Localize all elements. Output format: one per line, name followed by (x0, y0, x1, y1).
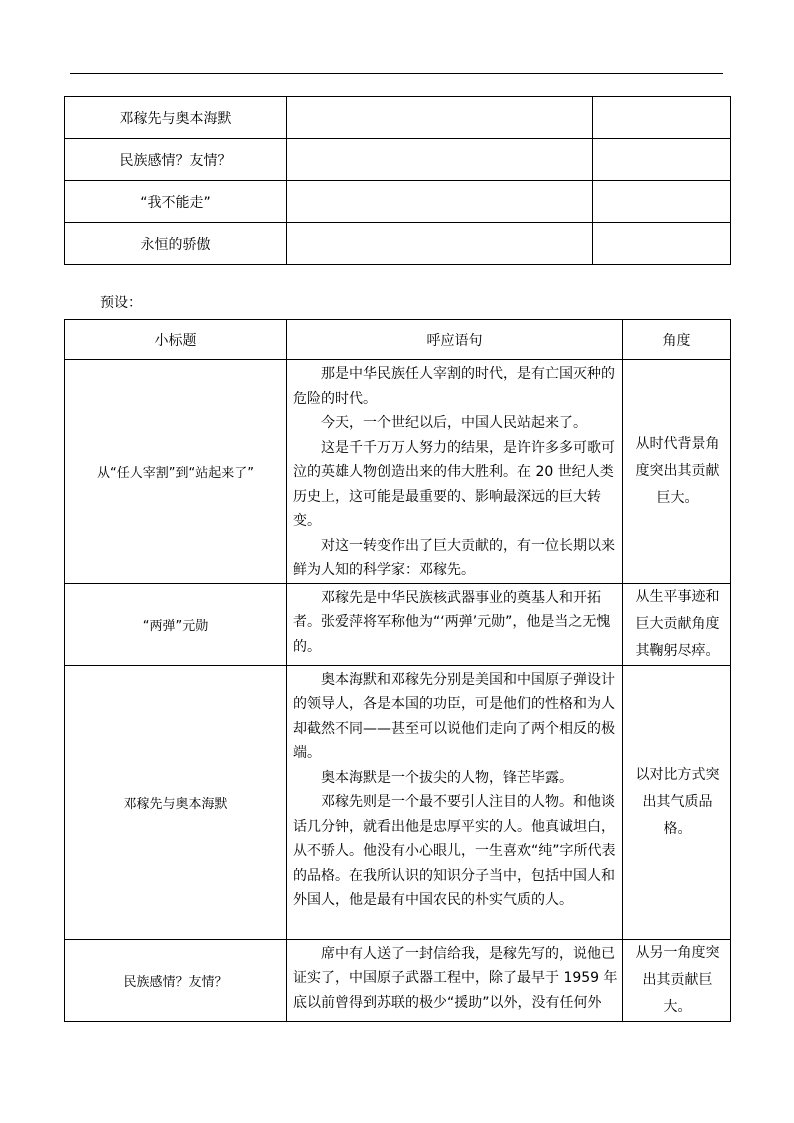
row-title: 民族感情？友情？ (65, 939, 287, 1021)
quote-cell (287, 583, 623, 665)
column-header: 小标题 (65, 320, 287, 360)
table-row (65, 665, 731, 939)
table-row (65, 223, 731, 265)
quote-cell (287, 939, 623, 1021)
column-header: 角度 (623, 320, 731, 360)
outline-blank-cell[interactable] (287, 223, 593, 265)
outline-title: 民族感情？友情？ (65, 139, 287, 181)
outline-table (64, 96, 731, 265)
outline-title: 永恒的骄傲 (65, 223, 287, 265)
outline-blank-cell[interactable] (287, 97, 593, 139)
quote-paragraph: 那是中华民族任人宰割的时代，是有亡国灭种的危险的时代。 (293, 366, 615, 407)
table-row (65, 181, 731, 223)
row-title: 从“任人宰割”到“站起来了” (65, 360, 287, 584)
angle-cell: 从生平事迹和巨大贡献角度其鞠躬尽瘁。 (623, 583, 731, 665)
outline-blank-cell[interactable] (593, 181, 731, 223)
row-title: “两弹”元勋 (65, 583, 287, 665)
quote-paragraph: 对这一转变作出了巨大贡献的，有一位长期以来鲜为人知的科学家：邓稼先。 (293, 537, 615, 578)
quote-paragraph: 今天，一个世纪以后，中国人民站起来了。 (321, 415, 587, 431)
angle-cell: 以对比方式突出其气质品格。 (623, 665, 731, 939)
table-row (65, 583, 731, 665)
quote-cell (287, 665, 623, 939)
table-header-row (65, 320, 731, 360)
outline-blank-cell[interactable] (593, 223, 731, 265)
outline-blank-cell[interactable] (593, 139, 731, 181)
header-rule (70, 73, 723, 74)
preset-label: 预设： (100, 295, 142, 311)
quote-paragraph: 席中有人送了一封信给我，是稼先写的，说他已证实了，中国原子武器工程中，除了最早于 1959 年底以前曾得到苏联的极少“援助”以外，没有任何外 (293, 945, 618, 1011)
preset-table (64, 319, 731, 1022)
quote-paragraph: 这是千千万万人努力的结果，是许许多多可歌可泣的英雄人物创造出来的伟大胜利。在 20 世纪人类历史上，这可能是最重要的、影响最深远的巨大转变。 (293, 439, 615, 529)
angle-cell: 从时代背景角度突出其贡献巨大。 (623, 360, 731, 584)
outline-blank-cell[interactable] (287, 181, 593, 223)
quote-paragraph: 奥本海默是一个拔尖的人物，锋芒毕露。 (321, 769, 573, 786)
outline-title: “我不能走” (65, 181, 287, 223)
outline-blank-cell[interactable] (287, 139, 593, 181)
table-row (65, 97, 731, 139)
quote-paragraph: 奥本海默和邓稼先分别是美国和中国原子弹设计的领导人，各是本国的功臣，可是他们的性格和为人却截然不同——甚至可以说他们走向了两个相反的极端。 (293, 671, 615, 761)
angle-cell: 从另一角度突出其贡献巨大。 (623, 939, 731, 1021)
quote-paragraph: 邓稼先是中华民族核武器事业的奠基人和开拓者。张爱萍将军称他为“‘两弹’元勋”，他是当之无愧的。 (293, 589, 611, 655)
quote-clip (293, 942, 618, 1020)
table-row (65, 139, 731, 181)
row-title: 邓稼先与奥本海默 (65, 665, 287, 939)
outline-title: 邓稼先与奥本海默 (65, 97, 287, 139)
quote-cell (287, 360, 623, 584)
quote-paragraph: 邓稼先则是一个最不要引人注目的人物。和他谈话几分钟，就看出他是忠厚平实的人。他真诚坦白，从不骄人。他没有小心眼儿，一生喜欢“纯”字所代表的品格。在我所认识的知识分子当中，包括中国人和外国人，他是最有中国农民的朴实气质的人。 (293, 794, 616, 908)
column-header: 呼应语句 (287, 320, 623, 360)
table-row (65, 939, 731, 1021)
table-row (65, 360, 731, 584)
outline-blank-cell[interactable] (593, 97, 731, 139)
